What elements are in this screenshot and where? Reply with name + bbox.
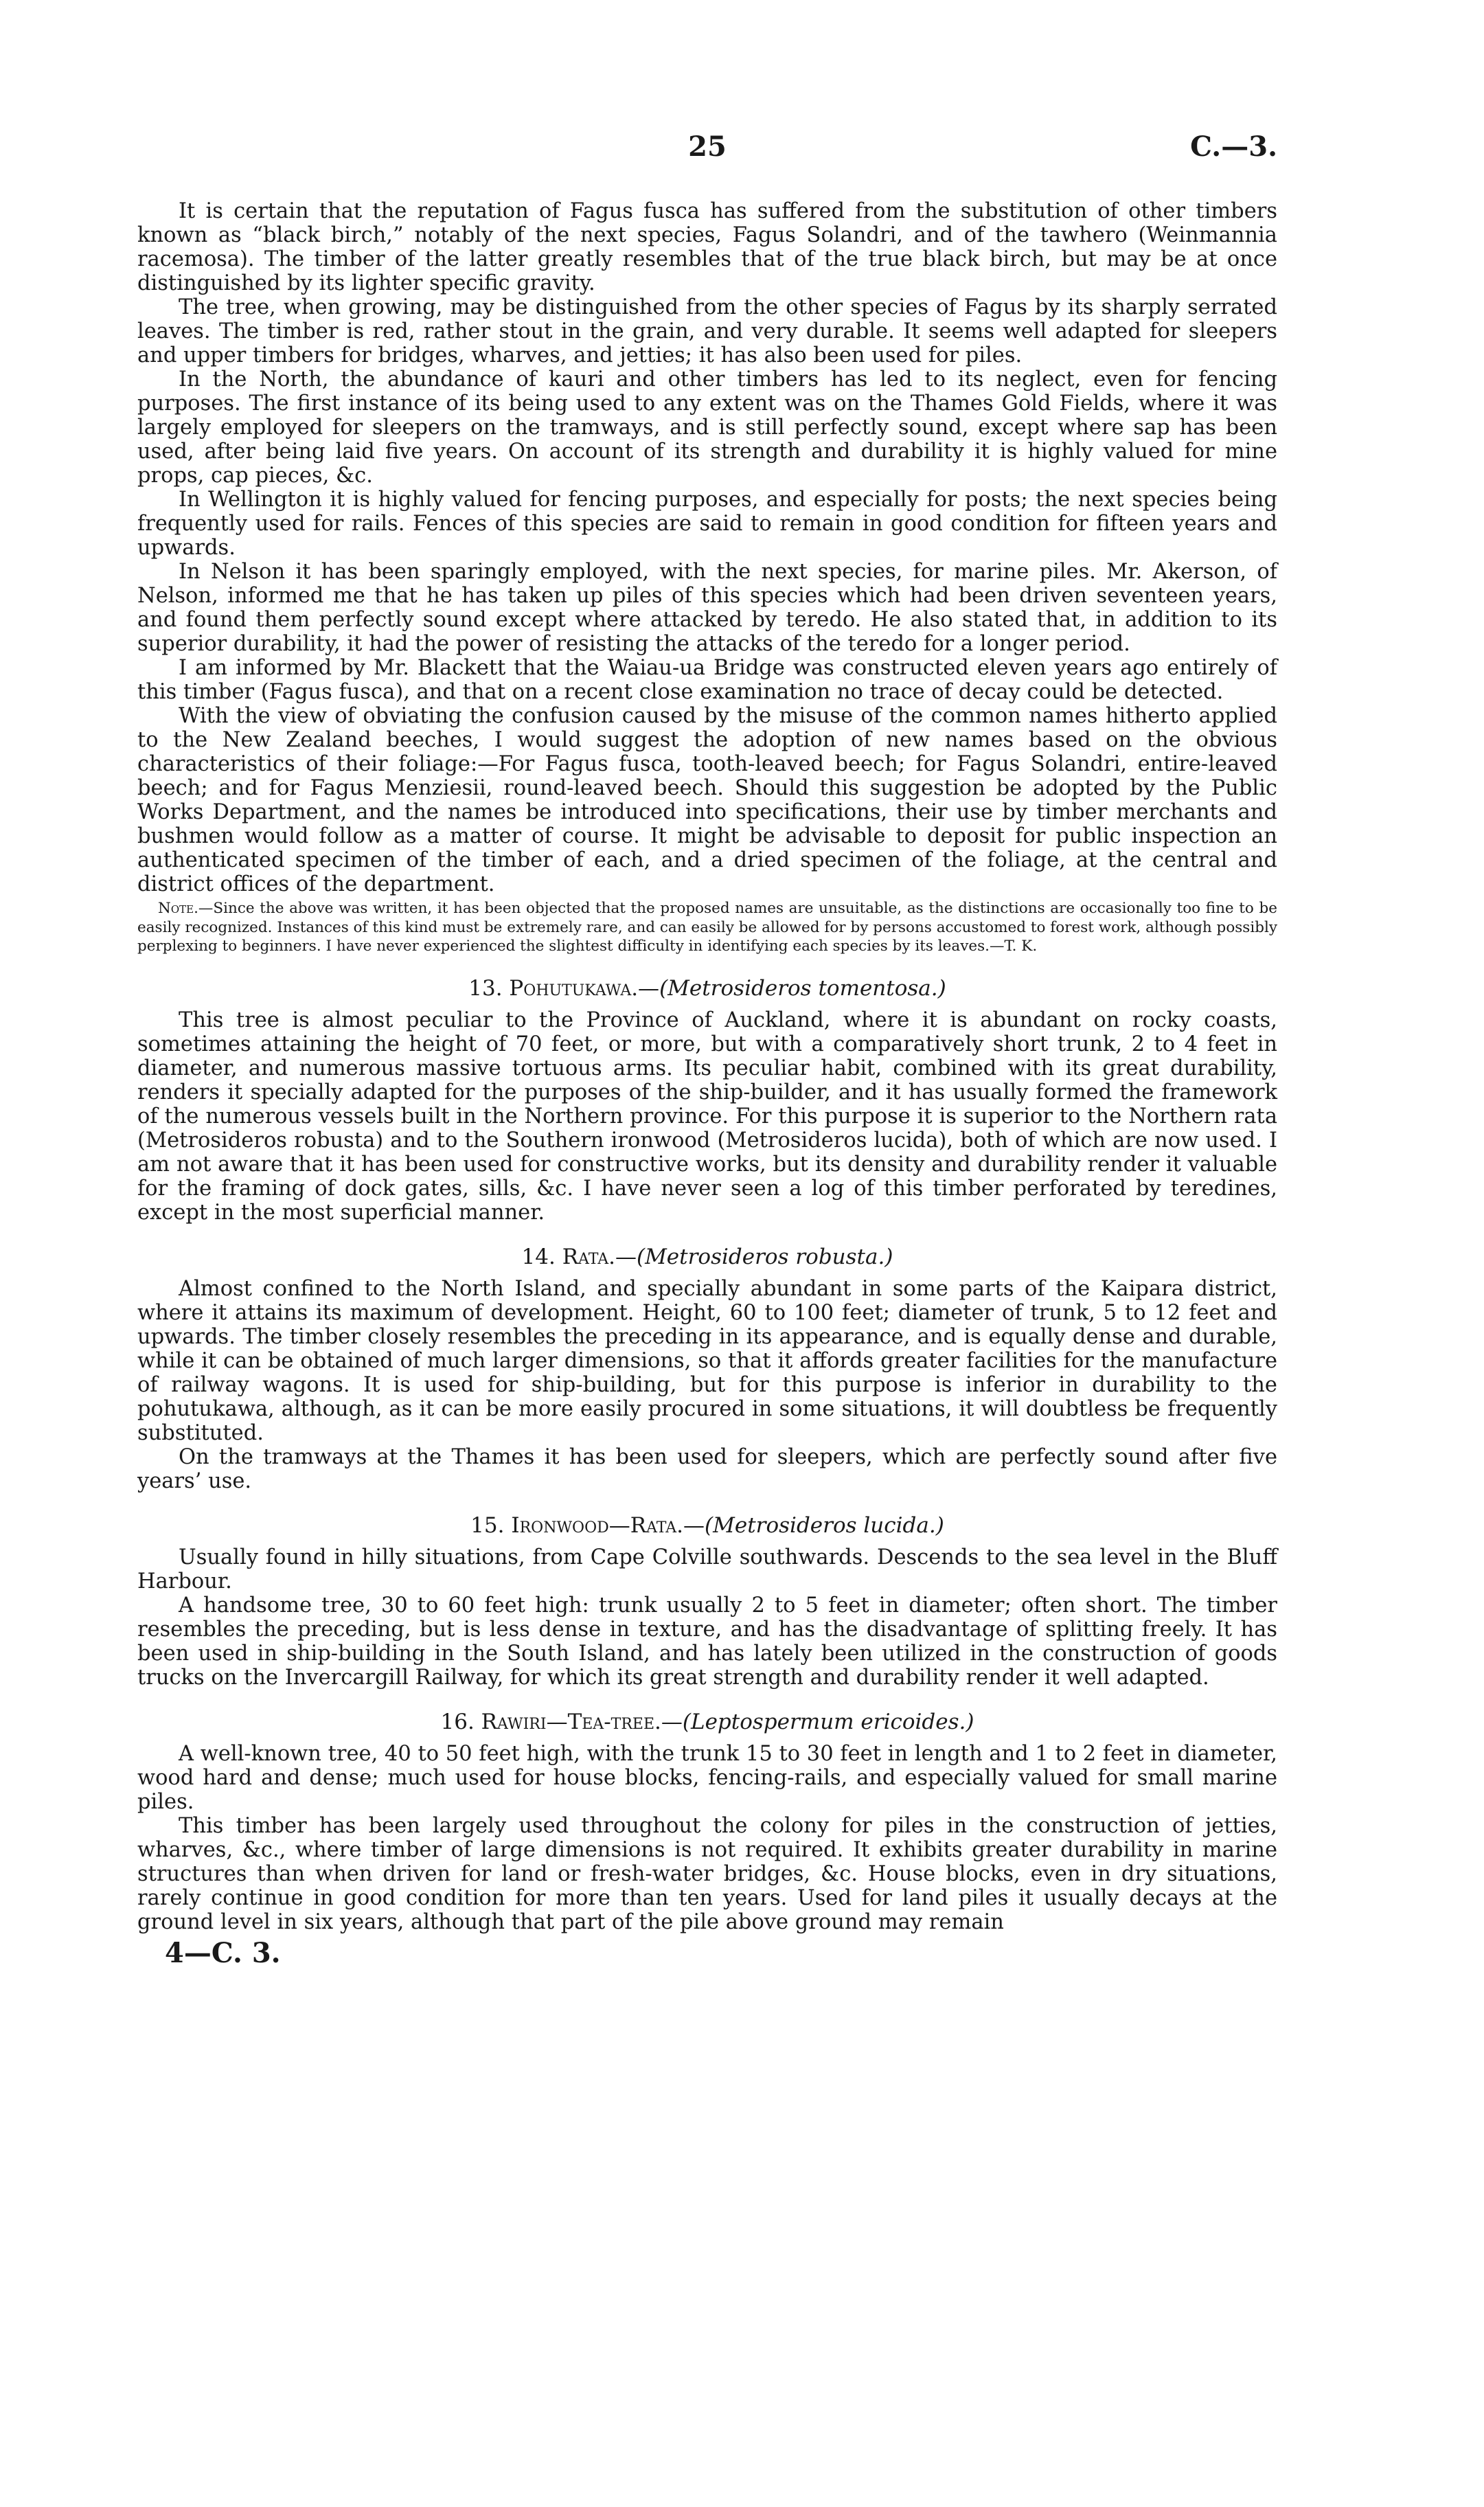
species-name: Rawiri—Tea-tree bbox=[481, 1709, 655, 1734]
latin-name: (Metrosideros robusta.) bbox=[636, 1244, 893, 1269]
signature-mark: 4—C. 3. bbox=[165, 1936, 281, 1969]
paragraph: A handsome tree, 30 to 60 feet high: trunk usually 2 to 5 feet in diameter; often short. The timber resembles the preceding, but is less dense in texture, and has the disadvantage of splitting freely. It has been used in ship-building in the South Island, and has lately been utilized in the construction of goods trucks on the Invercargill Railway, for which its great strength and durability render it well adapted. bbox=[137, 1593, 1277, 1690]
paragraph: In Wellington it is highly valued for fencing purposes, and especially for posts; the next species being frequently used for rails. Fences of this species are said to remain in good condition for fifteen years and upwards. bbox=[137, 488, 1277, 560]
paragraph: Usually found in hilly situations, from Cape Colville southwards. Descends to the sea level in the Bluff Harbour. bbox=[137, 1545, 1277, 1593]
note-label: Note. bbox=[158, 900, 198, 917]
heading-separator: .— bbox=[654, 1709, 683, 1734]
page-header bbox=[137, 131, 1277, 172]
section-number: 14. bbox=[521, 1244, 556, 1269]
heading-separator: .— bbox=[608, 1244, 637, 1269]
heading-separator: .— bbox=[676, 1512, 705, 1538]
species-name: Pohutukawa bbox=[509, 975, 632, 1001]
latin-name: (Metrosideros tomentosa.) bbox=[659, 975, 946, 1001]
paragraph: The tree, when growing, may be distinguished from the other species of Fagus by its sharply serrated leaves. The timber is red, rather stout in the grain, and very durable. It seems well adapted for sleepers and upper timbers for bridges, wharves, and jetties; it has also been used for piles. bbox=[137, 295, 1277, 367]
section-heading bbox=[137, 1512, 1277, 1539]
paragraph: With the view of obviating the confusion caused by the misuse of the common names hitherto applied to the New Zealand beeches, I would suggest the adoption of new names based on the obvious characteristics of their foliage:—For Fagus fusca, tooth-leaved beech; for Fagus Solandri, entire-leaved beech; and for Fagus Menziesii, round-leaved beech. Should this suggestion be adopted by the Public Works Department, and the names be introduced into specifications, their use by timber merchants and bushmen would follow as a matter of course. It might be advisable to deposit for public inspection an authenticated specimen of the timber of each, and a dried specimen of the foliage, at the central and district offices of the department. bbox=[137, 704, 1277, 896]
paragraph: Almost confined to the North Island, and specially abundant in some parts of the Kaipara district, where it attains its maximum of development. Height, 60 to 100 feet; diameter of trunk, 5 to 12 feet and upwards. The timber closely resembles the preceding in its appearance, and is equally dense and durable, while it can be obtained of much larger dimensions, so that it affords greater facilities for the manufacture of railway wagons. It is used for ship-building, but for this purpose is inferior in durability to the pohutukawa, although, as it can be more easily procured in some situations, it will doubtless be frequently substituted. bbox=[137, 1276, 1277, 1445]
section-number: 15. bbox=[470, 1512, 505, 1538]
note-text: —Since the above was written, it has been objected that the proposed names are unsuitable, as the distinctions are occasionally too fine to be easily recognized. Instances of this kind must be extremely rare, and can easily be allowed for by persons accustomed to forest work, although possibly perplexing to beginners. I have never experienced the slightest difficulty in identifying each species by its leaves.—T. K. bbox=[137, 900, 1277, 955]
section-heading bbox=[137, 1709, 1277, 1735]
paragraph: This tree is almost peculiar to the Province of Auckland, where it is abundant on rocky coasts, sometimes attaining the height of 70 feet, or more, but with a comparatively short trunk, 2 to 4 feet in diameter, and numerous massive tortuous arms. Its peculiar habit, combined with its great durability, renders it specially adapted for the purposes of the ship-builder, and it has usually formed the framework of the numerous vessels built in the Northern province. For this purpose it is superior to the Northern rata (Metrosideros robusta) and to the Southern ironwood (Metrosideros lucida), both of which are now used. I am not aware that it has been used for constructive works, but its density and durability render it valuable for the framing of dock gates, sills, &c. I have never seen a log of this timber perforated by teredines, except in the most superficial manner. bbox=[137, 1008, 1277, 1225]
paragraph: I am informed by Mr. Blackett that the Waiau-ua Bridge was constructed eleven years ago entirely of this timber (Fagus fusca), and that on a recent close examination no trace of decay could be detected. bbox=[137, 656, 1277, 704]
species-name: Rata bbox=[562, 1244, 609, 1269]
footnote bbox=[137, 899, 1277, 956]
document-code: C.—3. bbox=[1190, 131, 1277, 163]
section-number: 16. bbox=[440, 1709, 475, 1734]
section-heading bbox=[137, 1244, 1277, 1270]
heading-separator: .— bbox=[631, 975, 660, 1001]
latin-name: (Metrosideros lucida.) bbox=[705, 1512, 944, 1538]
page-number: 25 bbox=[688, 131, 727, 163]
section-heading bbox=[137, 975, 1277, 1001]
latin-name: (Leptospermum ericoides.) bbox=[682, 1709, 974, 1734]
paragraph: In the North, the abundance of kauri and other timbers has led to its neglect, even for fencing purposes. The first instance of its being used to any extent was on the Thames Gold Fields, where it was largely employed for sleepers on the tramways, and is still perfectly sound, except where sap has been used, after being laid five years. On account of its strength and durability it is highly valued for mine props, cap pieces, &c. bbox=[137, 367, 1277, 488]
paragraph: This timber has been largely used throughout the colony for piles in the construction of jetties, wharves, &c., where timber of large dimensions is not required. It exhibits greater durability in marine structures than when driven for land or fresh-water bridges, &c. House blocks, even in dry situations, rarely continue in good condition for more than ten years. Used for land piles it usually decays at the ground level in six years, although that part of the pile above ground may remain bbox=[137, 1813, 1277, 1934]
paragraph: On the tramways at the Thames it has been used for sleepers, which are perfectly sound after five years’ use. bbox=[137, 1444, 1277, 1493]
document-page bbox=[137, 131, 1277, 1969]
paragraph: A well-known tree, 40 to 50 feet high, with the trunk 15 to 30 feet in length and 1 to 2 feet in diameter, wood hard and dense; much used for house blocks, fencing-rails, and especially valued for small marine piles. bbox=[137, 1741, 1277, 1814]
species-name: Ironwood—Rata bbox=[511, 1512, 677, 1538]
section-number: 13. bbox=[468, 975, 503, 1001]
paragraph: It is certain that the reputation of Fagus fusca has suffered from the substitution of other timbers known as “black birch,” notably of the next species, Fagus Solandri, and of the tawhero (Weinmannia racemosa). The timber of the latter greatly resembles that of the true black birch, but may be at once distinguished by its lighter specific gravity. bbox=[137, 199, 1277, 295]
paragraph: In Nelson it has been sparingly employed, with the next species, for marine piles. Mr. Akerson, of Nelson, informed me that he has taken up piles of this species which had been driven seventeen years, and found them perfectly sound except where attacked by teredo. He also stated that, in addition to its superior durability, it had the power of resisting the attacks of the teredo for a longer period. bbox=[137, 560, 1277, 656]
document-body bbox=[137, 199, 1277, 1934]
